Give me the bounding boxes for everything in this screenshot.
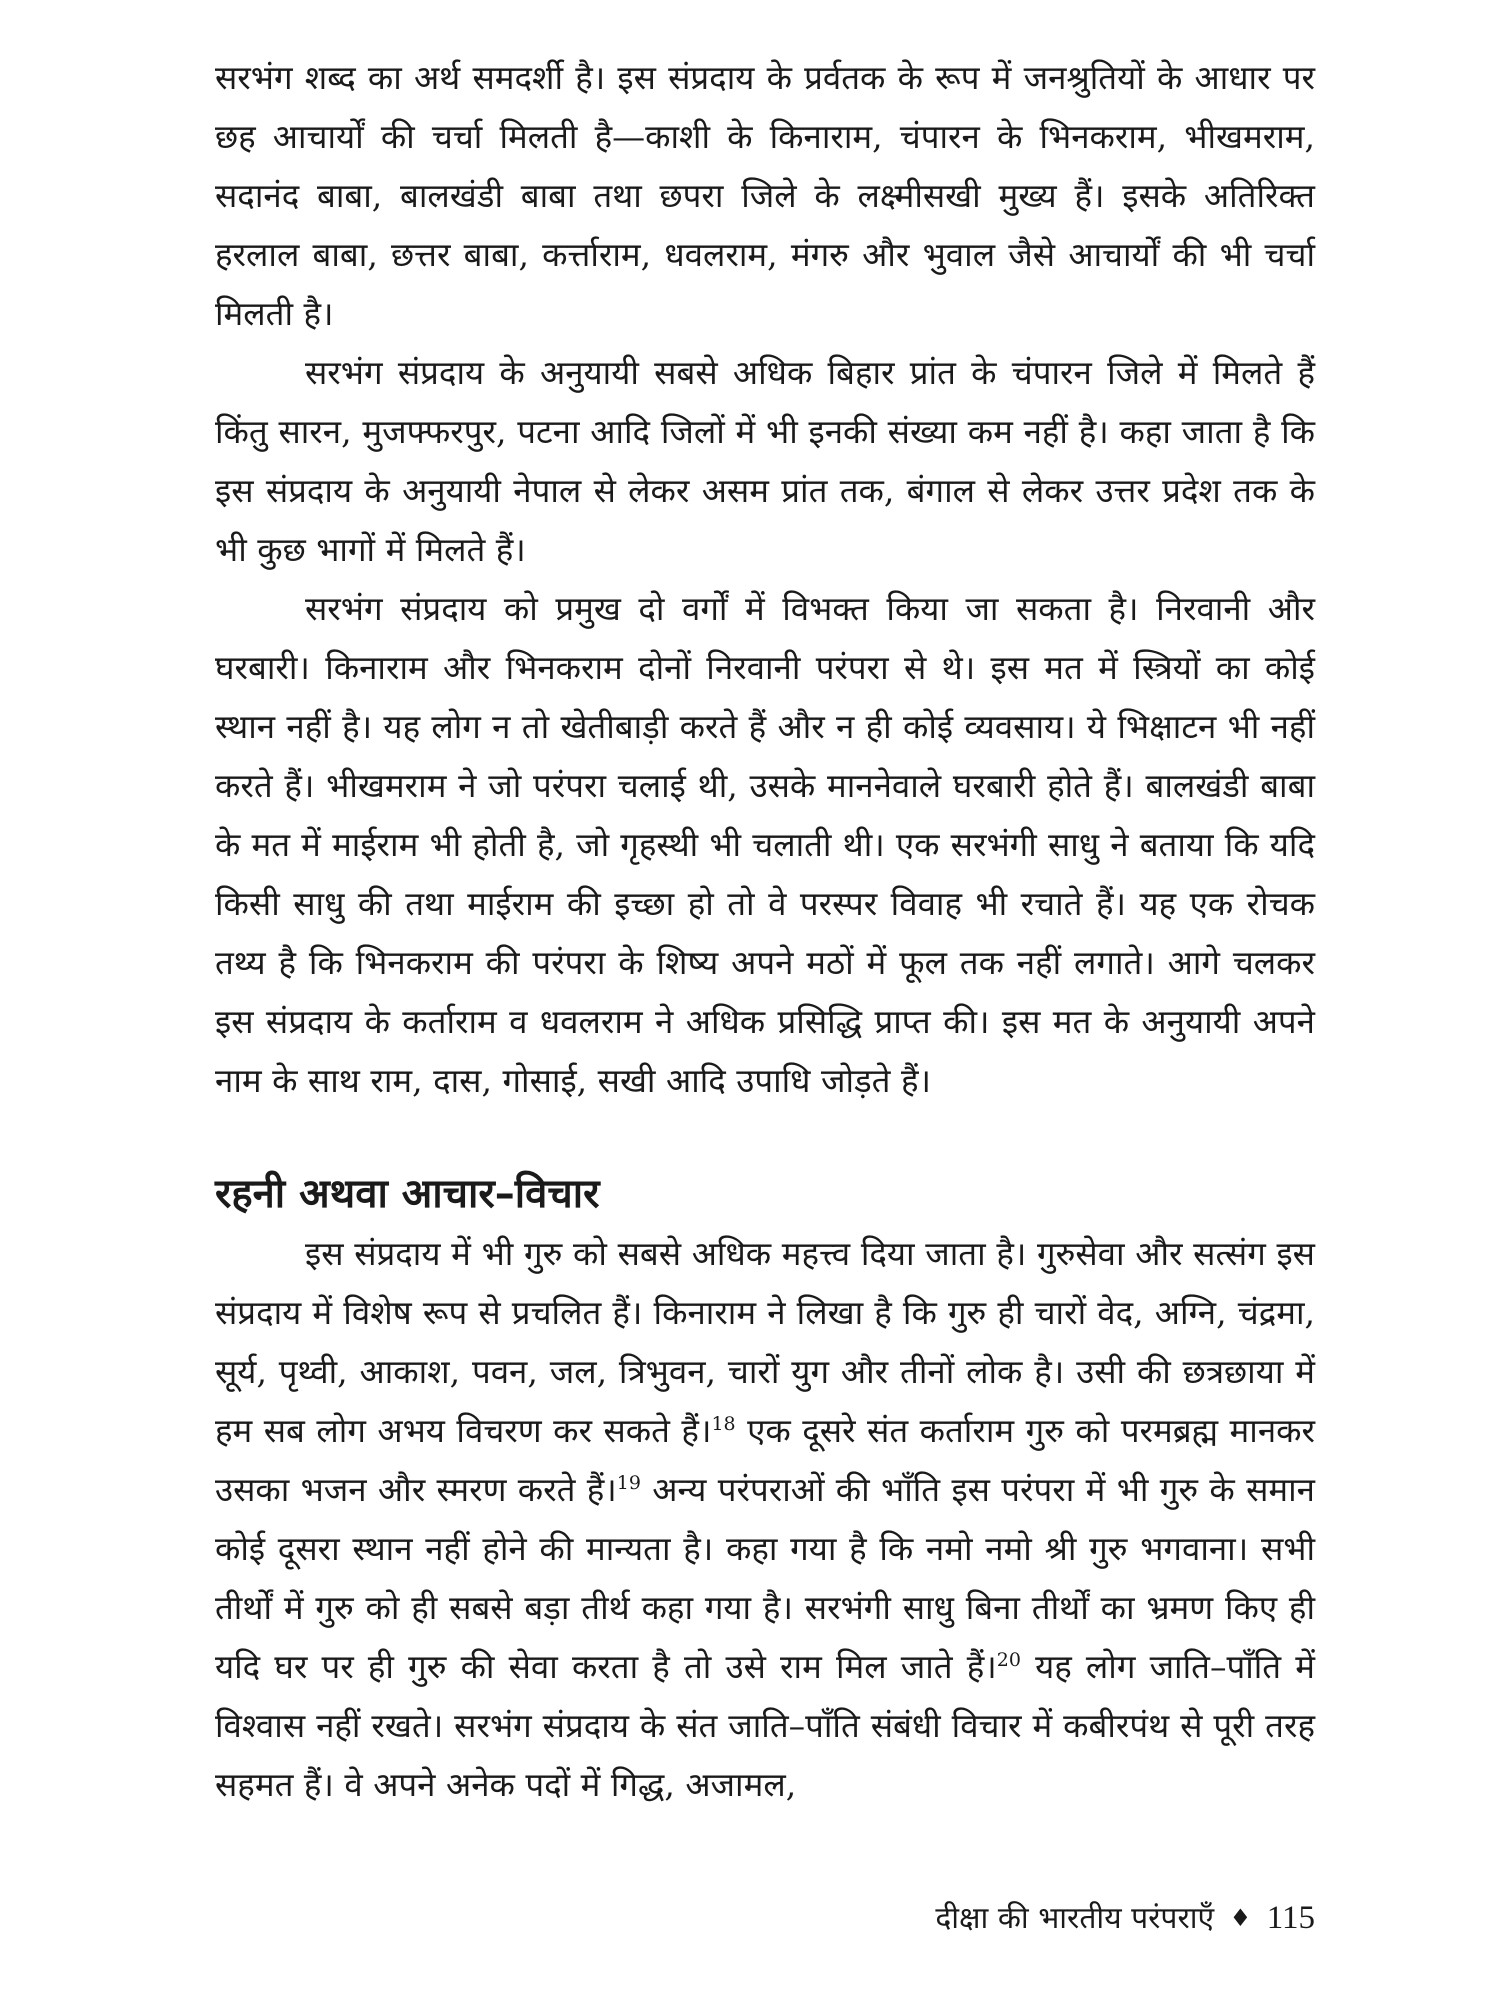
book-title: दीक्षा की भारतीय परंपराएँ — [935, 1901, 1215, 1936]
paragraph-2: सरभंग संप्रदाय के अनुयायी सबसे अधिक बिहार प्रांत के चंपारन जिले में मिलते हैं किंतु सारन, मुजफ्फरपुर, पटना आदि जिलों में भी इनकी संख्या कम नहीं है। कहा जाता है कि इस संप्रदाय के अनुयायी नेपाल से लेकर असम प्रांत तक, बंगाल से लेकर उत्तर प्रदेश तक के भी कुछ भागों में मिलते हैं। — [215, 353, 1315, 569]
paragraph-1: सरभंग शब्द का अर्थ समदर्शी है। इस संप्रदाय के प्रर्वतक के रूप में जनश्रुतियों के आधार पर छह आचार्यों की चर्चा मिलती है—काशी के किनाराम, चंपारन के भिनकराम, भीखमराम, सदानंद बाबा, बालखंडी बाबा तथा छपरा जिले के लक्ष्मीसखी मुख्य हैं। इसके अतिरिक्त हरलाल बाबा, छत्तर बाबा, कर्त्ताराम, धवलराम, मंगरु और भुवाल जैसे आचार्यों की भी चर्चा मिलती है। — [215, 58, 1315, 333]
footnote-marker[interactable]: 18 — [711, 1413, 736, 1435]
paragraph-3: सरभंग संप्रदाय को प्रमुख दो वर्गों में विभक्त किया जा सकता है। निरवानी और घरबारी। किनाराम और भिनकराम दोनों निरवानी परंपरा से थे। इस मत में स्त्रियों का कोई स्थान नहीं है। यह लोग न तो खेतीबाड़ी करते हैं और न ही कोई व्यवसाय। ये भिक्षाटन भी नहीं करते हैं। भीखमराम ने जो परंपरा चलाई थी, उसके माननेवाले घरबारी होते हैं। बालखंडी बाबा के मत में माईराम भी होती है, जो गृहस्थी भी चलाती थी। एक सरभंगी साधु ने बताया कि यदि किसी साधु की तथा माईराम की इच्छा हो तो वे परस्पर विवाह भी रचाते हैं। यह एक रोचक तथ्य है कि भिनकराम की परंपरा के शिष्य अपने मठों में फूल तक नहीं लगाते। आगे चलकर इस संप्रदाय के कर्ताराम व धवलराम ने अधिक प्रसिद्धि प्राप्त की। इस मत के अनुयायी अपने नाम के साथ राम, दास, गोसाई, सखी आदि उपाधि जोड़ते हैं। — [215, 589, 1315, 1100]
book-page — [215, 48, 1315, 1948]
page-footer — [935, 1898, 1315, 1939]
footnote-marker[interactable]: 19 — [616, 1472, 641, 1494]
text-segment: इस संप्रदाय में भी गुरु को सबसे अधिक महत्त्व दिया जाता है। गुरुसेवा और सत्संग इस संप्रदाय में विशेष रूप से प्रचलित हैं। किनाराम ने लिखा है कि गुरु ही चारों वेद, अग्नि, चंद्रमा, सूर्य, पृथ्वी, आकाश, पवन, जल, त्रिभुवन, चारों युग और तीनों लोक है। उसी की छत्रछाया में हम सब लोग अभय विचरण कर सकते हैं। — [215, 1234, 1315, 1450]
diamond-icon: ♦ — [1229, 1904, 1252, 1932]
section-heading: रहनी अथवा आचार–विचार — [215, 1171, 600, 1217]
text-segment: अन्य परंपराओं की भाँति इस परंपरा में भी गुरु के समान कोई दूसरा स्थान नहीं होने की मान्यता है। कहा गया है कि नमो नमो श्री गुरु भगवाना। सभी तीर्थों में गुरु को ही सबसे बड़ा तीर्थ कहा गया है। सरभंगी साधु बिना तीर्थों का भ्रमण किए ही यदि घर पर ही गुरु की सेवा करता है तो उसे राम मिल जाते हैं। — [215, 1470, 1315, 1686]
text-segment: एक दूसरे संत कर्ताराम गुरु को परमब्रह्म मानकर उसका भजन और स्मरण करते हैं। — [215, 1411, 1315, 1509]
page-number: 115 — [1266, 1900, 1315, 1936]
section-paragraph — [215, 1224, 1315, 1814]
text-segment: यह लोग जाति–पाँति में विश्वास नहीं रखते। सरभंग संप्रदाय के संत जाति–पाँति संबंधी विचार में कबीरपंथ से पूरी तरह सहमत हैं। वे अपने अनेक पदों में गिद्ध, अजामल, — [215, 1647, 1315, 1804]
footnote-marker[interactable]: 20 — [996, 1649, 1021, 1671]
